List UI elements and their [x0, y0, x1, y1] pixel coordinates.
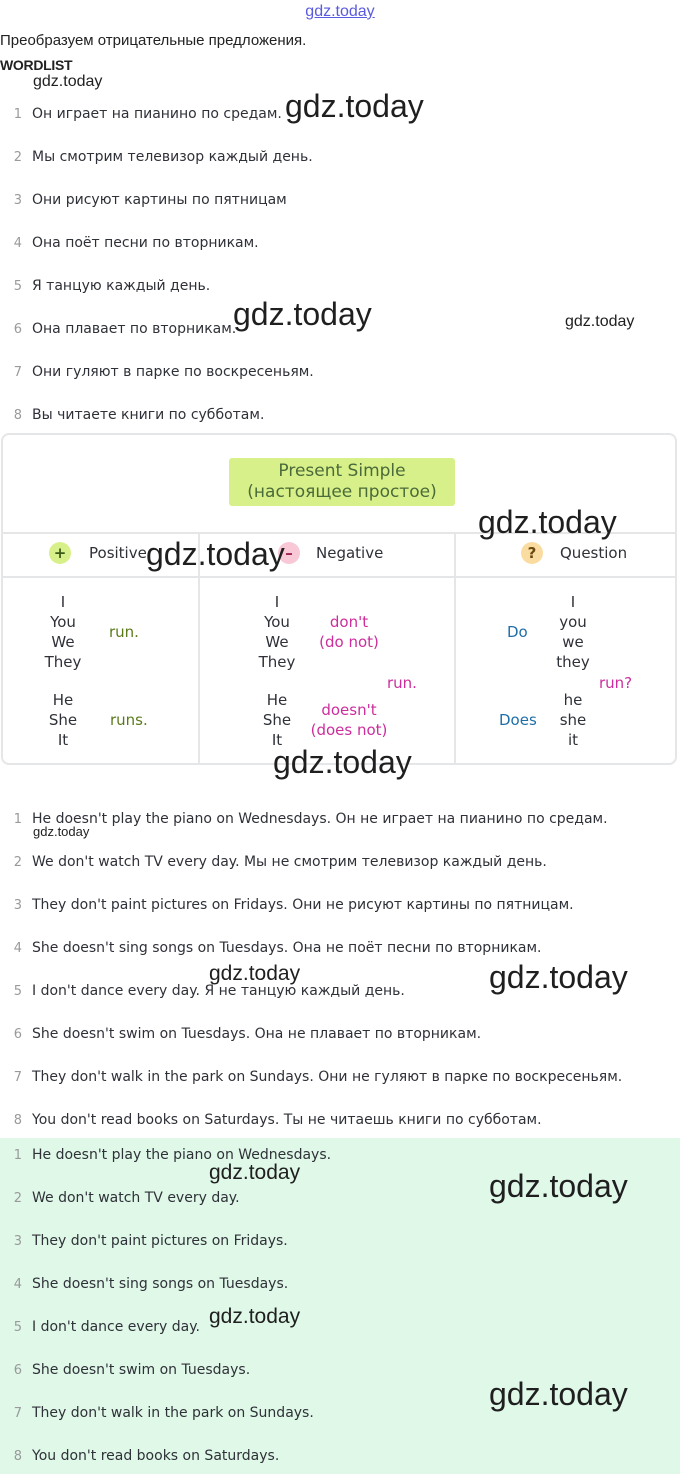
watermark: gdz.today: [33, 824, 90, 839]
watermark: gdz.today: [285, 88, 424, 124]
watermark: gdz.today: [273, 744, 412, 780]
question-pronouns-plural: I you we they: [556, 593, 590, 671]
grammar-title: Present Simple (настоящее простое): [229, 458, 455, 506]
column-divider: [454, 532, 456, 763]
watermark: gdz.today: [489, 1376, 628, 1412]
question-icon: ?: [521, 542, 543, 564]
watermark: gdz.today: [33, 73, 103, 90]
watermark: gdz.today: [489, 959, 628, 995]
task-instruction: Преобразуем отрицательные предложения.: [0, 32, 307, 49]
question-verb: run?: [599, 674, 633, 692]
minus-icon: –: [278, 542, 300, 564]
watermark: gdz.today: [565, 313, 635, 330]
watermark: gdz.today: [209, 1161, 301, 1184]
watermark: gdz.today: [489, 1168, 628, 1204]
question-pronouns-singular: he she it: [559, 691, 587, 749]
positive-verb-plural: run.: [109, 623, 139, 641]
positive-pronouns-singular: He She It: [48, 691, 78, 749]
negative-header: Negative: [316, 544, 384, 562]
question-aux-singular: Does: [499, 711, 537, 729]
question-header: Question: [560, 544, 628, 562]
negative-aux-singular: doesn't (does not): [310, 701, 388, 739]
site-link[interactable]: gdz.today: [305, 3, 375, 20]
watermark: gdz.today: [146, 536, 285, 572]
column-divider: [198, 532, 200, 763]
answer-panel: [0, 1138, 680, 1474]
negative-aux-plural: don't (do not): [319, 613, 379, 651]
question-aux-plural: Do: [507, 623, 528, 641]
grammar-table: [1, 433, 677, 765]
positive-verb-singular: runs.: [110, 711, 148, 729]
negative-pronouns-plural: I You We They: [258, 593, 296, 671]
negative-verb: run.: [387, 674, 417, 692]
plus-icon: +: [49, 542, 71, 564]
watermark: gdz.today: [209, 1305, 301, 1328]
wordlist-heading: WORDLIST: [0, 57, 73, 73]
watermark: gdz.today: [209, 962, 301, 985]
watermark: gdz.today: [233, 296, 372, 332]
positive-pronouns-plural: I You We They: [44, 593, 82, 671]
watermark: gdz.today: [478, 504, 617, 540]
positive-header: Positive: [89, 544, 147, 562]
negative-pronouns-singular: He She It: [262, 691, 292, 749]
